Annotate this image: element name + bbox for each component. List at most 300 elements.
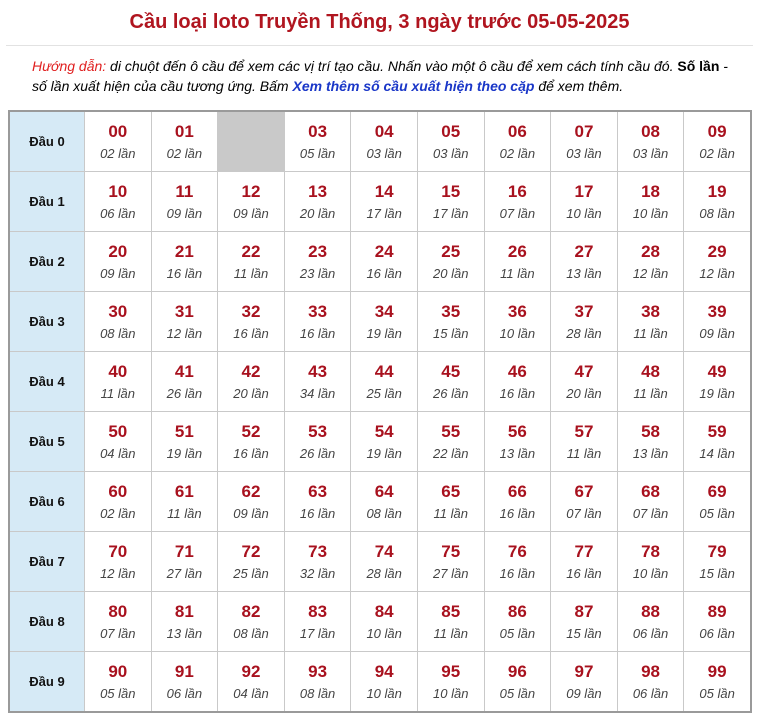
cau-cell[interactable]: [85, 352, 152, 411]
cell-count: 08 lần: [299, 685, 336, 701]
page-title: Cầu loại loto Truyền Thống, 3 ngày trước 05-05-2025: [129, 11, 630, 33]
cau-cell[interactable]: [285, 532, 352, 591]
grid-row: [10, 652, 750, 711]
cell-count: 16 lần: [233, 325, 269, 341]
cell-number: 30: [108, 301, 128, 321]
cau-cell[interactable]: [152, 112, 219, 171]
cell-count: 11 lần: [633, 385, 668, 401]
cell-count: 19 lần: [366, 325, 402, 341]
cell-count: 16 lần: [166, 265, 203, 281]
cell-count: 17 lần: [299, 625, 336, 641]
row-header: Đầu 4: [10, 352, 85, 411]
cell-count: 11 lần: [633, 325, 668, 341]
cau-cell[interactable]: [684, 112, 750, 171]
cau-cell[interactable]: [152, 292, 219, 351]
cau-cell[interactable]: [285, 472, 352, 531]
cell-number: 07: [574, 121, 594, 141]
cau-cell[interactable]: [285, 172, 352, 231]
cau-cell[interactable]: [285, 652, 352, 711]
instructions: [0, 46, 759, 100]
cell-number: 13: [308, 181, 328, 201]
grid-row: [10, 352, 750, 412]
cell-count: 05 lần: [699, 685, 735, 701]
cau-cell[interactable]: [551, 412, 618, 471]
cell-count: 06 lần: [100, 205, 136, 221]
cell-count: 10 lần: [366, 625, 402, 641]
cell-number: 83: [308, 601, 328, 621]
cau-cell[interactable]: [85, 232, 152, 291]
cell-number: 42: [241, 361, 261, 381]
cau-cell[interactable]: [684, 412, 750, 471]
cau-cell[interactable]: [85, 652, 152, 711]
grid-row: [10, 292, 750, 352]
cau-cell[interactable]: [418, 472, 485, 531]
cell-number: 92: [241, 661, 261, 681]
cell-count: 11 lần: [500, 265, 535, 281]
cau-cell[interactable]: [551, 352, 618, 411]
cell-number: 81: [174, 601, 194, 621]
cell-number: 20: [108, 241, 128, 261]
cell-count: 25 lần: [233, 565, 269, 581]
cell-number: 15: [441, 181, 461, 201]
cell-number: 22: [241, 241, 261, 261]
cell-count: 28 lần: [566, 325, 602, 341]
cau-cell[interactable]: [285, 232, 352, 291]
cau-cell[interactable]: [351, 412, 418, 471]
cell-count: 03 lần: [632, 145, 669, 161]
cau-cell[interactable]: [85, 472, 152, 531]
cau-cell[interactable]: [684, 352, 750, 411]
cell-count: 06 lần: [699, 625, 735, 641]
cell-count: 10 lần: [566, 205, 602, 221]
instructions-bold: Số lần: [677, 58, 720, 74]
cell-number: 62: [241, 481, 261, 501]
cau-cell[interactable]: [684, 532, 750, 591]
cell-count: 03 lần: [566, 145, 602, 161]
cell-count: 19 lần: [166, 445, 203, 461]
cell-number: 61: [174, 481, 194, 501]
cau-cell[interactable]: [684, 172, 750, 231]
grid-row: [10, 112, 750, 172]
cell-count: 08 lần: [100, 325, 136, 341]
cell-number: 23: [308, 241, 328, 261]
cell-count: 20 lần: [433, 265, 469, 281]
cell-count: 05 lần: [299, 145, 336, 161]
cell-number: 58: [641, 421, 660, 441]
cau-cell[interactable]: [418, 292, 485, 351]
cau-cell[interactable]: [285, 592, 352, 651]
cell-count: 11 lần: [233, 265, 269, 281]
cau-cell[interactable]: [684, 592, 750, 651]
cell-number: 16: [507, 181, 527, 201]
cau-cell[interactable]: [152, 532, 219, 591]
cell-number: 63: [308, 481, 328, 501]
cau-cell[interactable]: [152, 172, 219, 231]
grid-row: [10, 532, 750, 592]
cell-number: 71: [174, 541, 194, 561]
cell-count: 06 lần: [166, 685, 203, 701]
cell-number: 95: [441, 661, 461, 681]
cell-number: 65: [441, 481, 461, 501]
cell-number: 32: [241, 301, 261, 321]
cau-cell[interactable]: [152, 352, 219, 411]
cell-count: 11 lần: [167, 505, 202, 521]
cell-number: 54: [374, 421, 394, 441]
cau-cell[interactable]: [485, 592, 552, 651]
cau-cell[interactable]: [485, 352, 552, 411]
cell-count: 11 lần: [566, 445, 602, 461]
cell-count: 09 lần: [233, 205, 269, 221]
cell-count: 15 lần: [433, 325, 469, 341]
cau-cell[interactable]: [418, 112, 485, 171]
cau-cell[interactable]: [351, 532, 418, 591]
cell-count: 02 lần: [699, 145, 735, 161]
cau-cell[interactable]: [618, 112, 685, 171]
cell-count: 09 lần: [566, 685, 602, 701]
cell-number: 80: [108, 601, 128, 621]
cell-count: 02 lần: [100, 505, 136, 521]
cell-number: 17: [574, 181, 594, 201]
cau-cell[interactable]: [351, 232, 418, 291]
cell-count: 12 lần: [632, 265, 669, 281]
cau-cell[interactable]: [485, 532, 552, 591]
cau-cell[interactable]: [618, 532, 685, 591]
cell-number: 11: [175, 181, 194, 201]
cau-cell[interactable]: [418, 532, 485, 591]
cau-cell[interactable]: [551, 172, 618, 231]
cau-cell[interactable]: [551, 232, 618, 291]
cell-count: 05 lần: [499, 685, 536, 701]
cau-cell[interactable]: [684, 232, 750, 291]
instructions-text-2: - số lần xuất hiện của cầu tương ứng. Bấm: [32, 58, 728, 94]
cell-count: 04 lần: [233, 685, 269, 701]
cell-count: 13 lần: [566, 265, 602, 281]
cell-number: 19: [707, 181, 727, 201]
cell-number: 85: [441, 601, 461, 621]
row-header: Đầu 3: [10, 292, 85, 351]
cell-count: 10 lần: [632, 205, 669, 221]
row-header: Đầu 0: [10, 112, 85, 171]
cell-count: 04 lần: [100, 445, 136, 461]
cell-number: 99: [707, 661, 727, 681]
cau-cell[interactable]: [551, 472, 618, 531]
cau-cell[interactable]: [218, 472, 285, 531]
cau-cell[interactable]: [418, 412, 485, 471]
cell-count: 20 lần: [233, 385, 269, 401]
cell-number: 37: [574, 301, 594, 321]
cau-cell[interactable]: [85, 292, 152, 351]
cell-count: 02 lần: [166, 145, 203, 161]
cell-number: 44: [374, 361, 394, 381]
grid-row: [10, 592, 750, 652]
cau-cell[interactable]: [418, 352, 485, 411]
cau-cell[interactable]: [551, 292, 618, 351]
cell-number: 29: [707, 241, 727, 261]
cau-cell[interactable]: [485, 112, 552, 171]
cell-number: 33: [308, 301, 328, 321]
cau-cell[interactable]: [351, 652, 418, 711]
cell-number: 57: [574, 421, 594, 441]
cau-cell[interactable]: [418, 592, 485, 651]
cell-number: 53: [308, 421, 328, 441]
cell-count: 17 lần: [366, 205, 402, 221]
cau-cell[interactable]: [418, 172, 485, 231]
cell-number: 27: [574, 241, 594, 261]
cell-count: 08 lần: [366, 505, 402, 521]
cau-cell[interactable]: [85, 172, 152, 231]
cell-number: 39: [707, 301, 727, 321]
cell-count: 14 lần: [699, 445, 735, 461]
cau-cell[interactable]: [551, 652, 618, 711]
cell-count: 16 lần: [499, 505, 536, 521]
cau-cell[interactable]: [152, 472, 219, 531]
row-header: Đầu 1: [10, 172, 85, 231]
cell-number: 91: [174, 661, 194, 681]
cell-number: 06: [507, 121, 527, 141]
cell-count: 09 lần: [233, 505, 269, 521]
cell-number: 24: [374, 241, 394, 261]
cell-number: 31: [174, 301, 194, 321]
cell-number: 08: [641, 121, 660, 141]
instructions-text-3: để xem thêm.: [534, 78, 624, 94]
cau-cell[interactable]: [684, 292, 750, 351]
row-header: Đầu 7: [10, 532, 85, 591]
cau-cell[interactable]: [85, 112, 152, 171]
cell-count: 08 lần: [699, 205, 735, 221]
cell-number: 76: [507, 541, 527, 561]
cell-number: 84: [374, 601, 394, 621]
grid-row: [10, 172, 750, 232]
cau-cell[interactable]: [152, 412, 219, 471]
cell-count: 12 lần: [100, 565, 136, 581]
cau-cell[interactable]: [551, 592, 618, 651]
cau-cell[interactable]: [684, 652, 750, 711]
cell-number: 70: [108, 541, 128, 561]
loto-grid: [8, 110, 752, 713]
cau-cell[interactable]: [285, 412, 352, 471]
cell-number: 72: [241, 541, 261, 561]
cell-count: 05 lần: [499, 625, 536, 641]
cell-count: 22 lần: [433, 445, 469, 461]
grid-row: [10, 412, 750, 472]
cell-number: 74: [374, 541, 394, 561]
cell-number: 46: [507, 361, 527, 381]
cell-number: 34: [374, 301, 394, 321]
cell-number: 01: [174, 121, 194, 141]
cell-count: 12 lần: [699, 265, 735, 281]
cell-count: 13 lần: [166, 625, 203, 641]
cell-number: 64: [374, 481, 394, 501]
cau-cell[interactable]: [152, 232, 219, 291]
cau-cell[interactable]: [218, 412, 285, 471]
cell-count: 07 lần: [100, 625, 136, 641]
cell-number: 41: [174, 361, 194, 381]
cau-cell[interactable]: [351, 292, 418, 351]
cell-number: 03: [308, 121, 328, 141]
row-header: Đầu 5: [10, 412, 85, 471]
cell-count: 10 lần: [499, 325, 536, 341]
cau-cell[interactable]: [485, 652, 552, 711]
cau-cell[interactable]: [285, 352, 352, 411]
cell-number: 18: [641, 181, 660, 201]
cell-number: 48: [641, 361, 660, 381]
cell-count: 07 lần: [499, 205, 536, 221]
cell-number: 28: [641, 241, 660, 261]
cau-cell[interactable]: [351, 472, 418, 531]
cau-cell[interactable]: [618, 472, 685, 531]
cell-number: 75: [441, 541, 461, 561]
cau-cell[interactable]: [485, 412, 552, 471]
cau-cell[interactable]: [85, 592, 152, 651]
cell-number: 25: [441, 241, 461, 261]
cau-cell[interactable]: [218, 352, 285, 411]
cell-number: 77: [574, 541, 594, 561]
cau-cell[interactable]: [485, 472, 552, 531]
cell-count: 15 lần: [566, 625, 602, 641]
row-header: Đầu 9: [10, 652, 85, 711]
cell-number: 36: [507, 301, 527, 321]
cell-number: 79: [707, 541, 727, 561]
cell-count: 16 lần: [566, 565, 602, 581]
cell-count: 03 lần: [433, 145, 469, 161]
cau-cell[interactable]: [618, 232, 685, 291]
cell-number: 45: [441, 361, 461, 381]
cau-cell[interactable]: [85, 412, 152, 471]
cau-cell[interactable]: [351, 172, 418, 231]
cell-number: 52: [241, 421, 261, 441]
cell-number: 96: [507, 661, 527, 681]
cau-cell[interactable]: [618, 172, 685, 231]
cell-number: 73: [308, 541, 328, 561]
cell-count: 05 lần: [699, 505, 735, 521]
cell-count: 02 lần: [100, 145, 136, 161]
cell-number: 49: [707, 361, 727, 381]
cell-count: 27 lần: [166, 565, 203, 581]
cell-count: 10 lần: [433, 685, 469, 701]
cell-count: 13 lần: [632, 445, 669, 461]
cell-number: 12: [241, 181, 261, 201]
grid-row: [10, 232, 750, 292]
cell-count: 20 lần: [299, 205, 336, 221]
cell-number: 04: [374, 121, 394, 141]
cau-cell[interactable]: [418, 232, 485, 291]
row-header: Đầu 2: [10, 232, 85, 291]
cell-number: 69: [707, 481, 727, 501]
cau-cell[interactable]: [351, 592, 418, 651]
cell-count: 05 lần: [100, 685, 136, 701]
cell-count: 26 lần: [299, 445, 336, 461]
cell-count: 26 lần: [433, 385, 469, 401]
cau-cell[interactable]: [285, 292, 352, 351]
cell-number: 38: [641, 301, 660, 321]
cau-cell[interactable]: [485, 232, 552, 291]
cell-number: 14: [374, 181, 394, 201]
view-pairs-link[interactable]: Xem thêm số cầu xuất hiện theo cặp: [292, 78, 535, 94]
cau-cell[interactable]: [618, 652, 685, 711]
cell-count: 19 lần: [366, 445, 402, 461]
instructions-lead: Hướng dẫn:: [32, 58, 107, 74]
cell-count: 09 lần: [100, 265, 136, 281]
cell-count: 12 lần: [166, 325, 203, 341]
cau-cell[interactable]: [351, 112, 418, 171]
cell-number: 66: [507, 481, 527, 501]
cell-number: 40: [108, 361, 128, 381]
cau-cell[interactable]: [218, 292, 285, 351]
cau-cell[interactable]: [218, 232, 285, 291]
cell-number: 90: [108, 661, 128, 681]
cau-cell[interactable]: [351, 352, 418, 411]
cell-count: 34 lần: [299, 385, 336, 401]
cau-cell[interactable]: [485, 172, 552, 231]
row-header: Đầu 8: [10, 592, 85, 651]
row-header: Đầu 6: [10, 472, 85, 531]
cau-cell[interactable]: [152, 652, 219, 711]
cell-number: 50: [108, 421, 128, 441]
cau-cell[interactable]: [485, 292, 552, 351]
cell-count: 16 lần: [299, 325, 336, 341]
cau-cell[interactable]: [618, 592, 685, 651]
cell-count: 08 lần: [233, 625, 269, 641]
cell-count: 02 lần: [499, 145, 536, 161]
cell-number: 47: [574, 361, 594, 381]
cell-number: 67: [574, 481, 594, 501]
cell-number: 94: [374, 661, 394, 681]
cell-number: 86: [507, 601, 527, 621]
cau-cell[interactable]: [418, 652, 485, 711]
cell-number: 26: [507, 241, 527, 261]
cau-cell[interactable]: [218, 652, 285, 711]
cau-cell[interactable]: [551, 112, 618, 171]
cau-cell[interactable]: [551, 532, 618, 591]
cau-cell[interactable]: [684, 472, 750, 531]
cau-cell[interactable]: [618, 352, 685, 411]
cell-number: 55: [441, 421, 461, 441]
cell-number: 78: [641, 541, 660, 561]
cell-number: 35: [441, 301, 461, 321]
cell-number: 59: [707, 421, 727, 441]
cell-count: 03 lần: [366, 145, 402, 161]
cell-number: 98: [641, 661, 660, 681]
cau-cell[interactable]: [85, 532, 152, 591]
cell-count: 10 lần: [366, 685, 402, 701]
cau-cell[interactable]: [618, 412, 685, 471]
cau-cell[interactable]: [218, 532, 285, 591]
cell-number: 10: [108, 181, 128, 201]
cell-count: 11 lần: [100, 385, 136, 401]
cau-cell[interactable]: [152, 592, 219, 651]
cau-cell[interactable]: [618, 292, 685, 351]
cau-cell[interactable]: [218, 172, 285, 231]
cell-count: 16 lần: [366, 265, 402, 281]
cell-count: 07 lần: [566, 505, 602, 521]
cell-count: 11 lần: [433, 625, 468, 641]
cell-count: 19 lần: [699, 385, 735, 401]
cell-count: 17 lần: [433, 205, 469, 221]
cell-number: 43: [308, 361, 328, 381]
cau-cell[interactable]: [285, 112, 352, 171]
cell-count: 07 lần: [632, 505, 669, 521]
cau-cell[interactable]: [218, 592, 285, 651]
cell-number: 00: [108, 121, 128, 141]
cell-count: 16 lần: [499, 385, 536, 401]
cell-number: 60: [108, 481, 128, 501]
cell-count: 13 lần: [499, 445, 536, 461]
cell-count: 15 lần: [699, 565, 735, 581]
empty-cell: [218, 112, 285, 171]
cell-number: 21: [174, 241, 194, 261]
cell-count: 32 lần: [299, 565, 336, 581]
cell-count: 26 lần: [166, 385, 203, 401]
